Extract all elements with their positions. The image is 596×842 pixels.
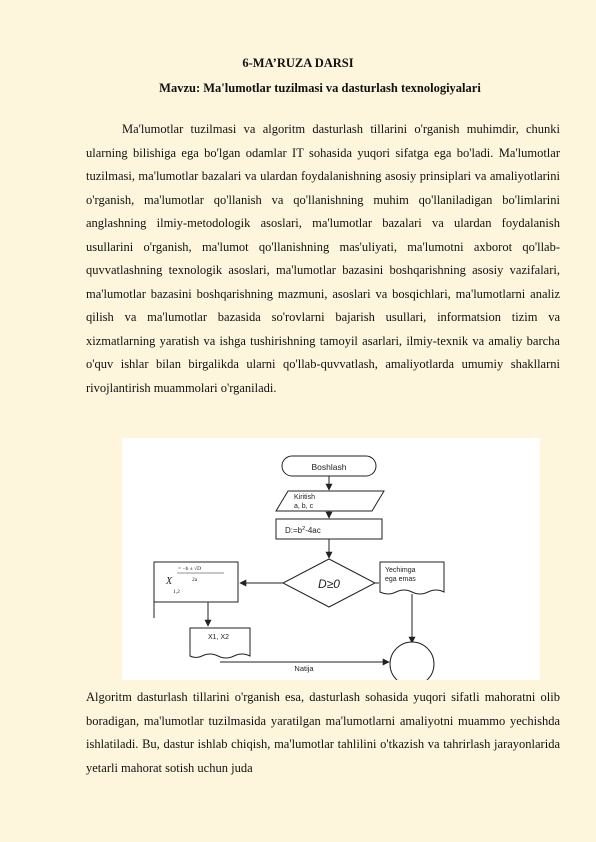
- lecture-title: 6-MA’RUZA DARSI: [242, 56, 354, 70]
- formula-denominator: 2a: [192, 577, 198, 583]
- discriminant-text: D:=b: [285, 526, 303, 535]
- end-terminator: [390, 642, 434, 680]
- discriminant-tail: -4ac: [305, 526, 321, 535]
- formula-x: X: [166, 576, 173, 587]
- input-label-1: Kiritish: [294, 494, 316, 501]
- discriminant-exponent: 2: [302, 526, 306, 532]
- input-parallelogram: [276, 491, 384, 511]
- no-solution-line-1: Yechimga: [385, 567, 416, 574]
- flowchart-figure: [122, 438, 540, 680]
- result-label: Natija: [294, 664, 314, 673]
- output-document: [190, 628, 250, 658]
- output-label: X1, X2: [208, 634, 230, 641]
- paragraph-1: Ma'lumotlar tuzilmasi va algoritm dasturlash tillarini o'rganish muhimdir, chunki ularning bilishiga ega bo'lgan odamlar IT sohasida yuqori sifatga ega bo'ladi. Ma'lumotlar tuzilmasi, ma'lumotlar bazalari va ulardan foydalanishning asosiy prinsiplari va amaliyotlarini o'rganish, ma'lumotlar qo'llanish va qo'llanishning muhim qo'llaniladigan bo'limlarini anglashning ilmiy-metodologik asoslari, ma'lumotlar bazalari va ulardan foydalanish usullarini o'rganish, ma'lumot qo'llanishning mas'uliyati, ma'lumotni axborot qo'llab-quvvatlashning texnologik asoslari, ma'lumotlar bazasini boshqarishning asosiy vazifalari, ma'lumotlar bazasini boshqarishning mazmuni, asoslari va bosqichlari, ma'lumotlarni analiz qilish va ma'lumotlar bazasida so'rovlarni bajarish usullari, informatsion tizim va xizmatlarning yaratish va ishga tushirishning tamoyil asarlari, ilmiy-texnik va amaliy barcha o'quv ishlar bilan birgalikda ularni qo'llab-quvvatlash, amaliyotlarda umumiy shakllarni rivojlantirish muammolari o'rganiladi.: [86, 122, 560, 395]
- lecture-subtitle: Mavzu: Ma'lumotlar tuzilmasi va dasturlash texnologiyalari: [159, 81, 481, 95]
- start-label: Boshlash: [311, 462, 347, 472]
- input-label-2: a, b, c: [294, 503, 314, 510]
- formula-numerator: = −b ± √D: [178, 566, 202, 572]
- formula-subscript: 1,2: [173, 589, 180, 595]
- flowchart-svg: [122, 438, 540, 680]
- condition-label: D≥0: [318, 577, 340, 591]
- no-solution-line-2: ega emas: [385, 576, 416, 583]
- paragraph-2: Algoritm dasturlash tillarini o'rganish esa, dasturlash sohasida yuqori sifatli mahoratni olib boradigan, ma'lumotlar tuzilmasida yaratilgan ma'lumotlarni amaliyotni muammo yechishda ishlatiladi. Bu, dastur ishlab chiqish, ma'lumotlar tahlilini o'tkazish va tahrirlash jarayonlarida yetarli mahorat sotish uchun juda: [86, 690, 560, 775]
